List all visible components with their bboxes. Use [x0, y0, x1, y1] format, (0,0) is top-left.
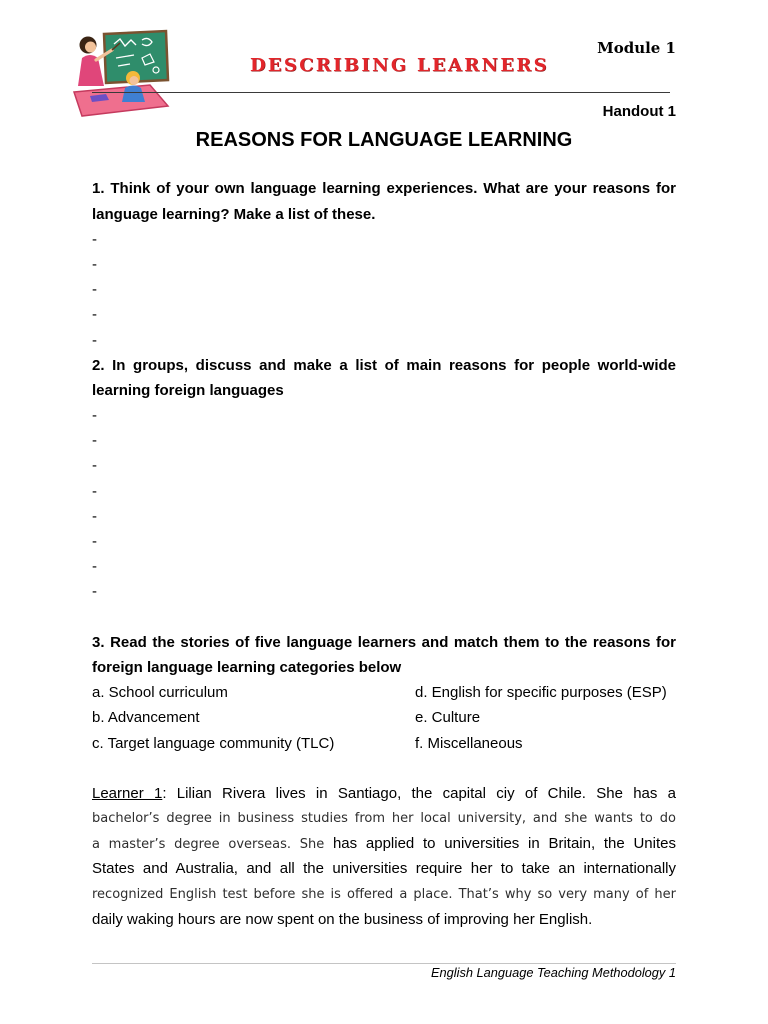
answer-blank: - — [92, 407, 97, 425]
answer-blank: - — [92, 432, 97, 450]
category-option: c. Target language community (TLC) — [92, 734, 335, 752]
handout-body — [92, 176, 676, 932]
question-3-line: foreign language learning categories below — [92, 658, 402, 676]
question-2-line: learning foreign languages — [92, 381, 284, 399]
story-line — [92, 831, 676, 856]
answer-blank: - — [92, 533, 97, 551]
teacher-blackboard-icon — [68, 28, 172, 118]
category-option: f. Miscellaneous — [415, 734, 523, 752]
category-option: d. English for specific purposes (ESP) — [415, 684, 667, 702]
question-1-line: 1. Think of your own language learning experiences. What are your reasons for — [92, 180, 676, 198]
answer-blank: - — [92, 558, 97, 576]
category-option: b. Advancement — [92, 709, 200, 727]
story-line: recognized English test before she is offered a place. That’s why so very many of her — [92, 886, 676, 902]
category-row — [92, 705, 676, 730]
learner-label: Learner 1 — [92, 784, 163, 802]
answer-blank: - — [92, 255, 97, 273]
header-divider — [92, 92, 670, 93]
section-title: DESCRIBING LEARNERS — [250, 55, 549, 76]
category-row — [92, 731, 676, 756]
question-2 — [92, 353, 676, 605]
story-text: has applied to universities in Britain, the Unites — [332, 835, 676, 853]
answer-blank: - — [92, 583, 97, 601]
story-text: : Lilian Rivera lives in Santiago, the capital ciy of Chile. She has a — [162, 784, 676, 802]
story-line — [92, 781, 676, 806]
footer-course-title: English Language Teaching Methodology 1 — [431, 965, 676, 980]
category-option: a. School curriculum — [92, 684, 228, 702]
story-line: States and Australia, and all the universities require her to take an internationally — [92, 860, 676, 878]
page-title: REASONS FOR LANGUAGE LEARNING — [195, 129, 573, 151]
story-line: bachelor’s degree in business studies from her local university, and she wants to do — [92, 811, 676, 827]
answer-blank: - — [92, 281, 97, 299]
story-line: daily waking hours are now spent on the business of improving her English. — [92, 910, 593, 928]
handout-label: Handout 1 — [602, 103, 676, 120]
answer-blank: - — [92, 306, 97, 324]
question-1-line: language learning? Make a list of these. — [92, 205, 376, 223]
category-option: e. Culture — [415, 709, 481, 727]
answer-blank: - — [92, 457, 97, 475]
answer-blank: - — [92, 507, 97, 525]
story-text: a master’s degree overseas. She — [92, 837, 325, 853]
learner-1-story — [92, 781, 676, 932]
answer-blank: - — [92, 482, 97, 500]
footer-divider — [92, 963, 676, 964]
answer-blank: - — [92, 331, 97, 349]
question-3 — [92, 630, 676, 756]
question-2-line: 2. In groups, discuss and make a list of main reasons for people world-wide — [92, 356, 676, 374]
question-3-line: 3. Read the stories of five language learners and match them to the reasons for — [92, 633, 676, 651]
category-row — [92, 680, 676, 705]
question-1 — [92, 176, 676, 352]
answer-blank: - — [92, 230, 97, 248]
module-label: Module 1 — [597, 39, 676, 57]
